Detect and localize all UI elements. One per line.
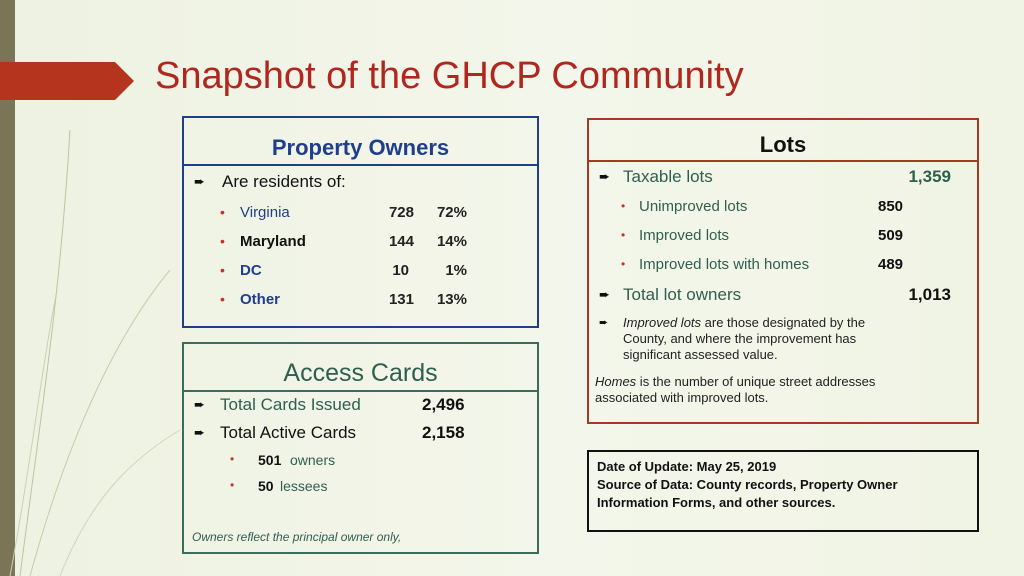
lots-sub-label: Improved lots with homes: [639, 256, 810, 273]
owners-row-count: 728: [388, 204, 414, 221]
cards-lessees-label: lessees: [280, 478, 328, 494]
cards-issued-label: Total Cards Issued: [220, 395, 361, 414]
bullet-dot-icon: •: [220, 233, 225, 249]
title-arrow-shape: [0, 62, 134, 100]
owners-intro: Are residents of:: [222, 172, 346, 191]
bullet-dot-icon: •: [230, 452, 235, 466]
bullet-dot-icon: •: [220, 262, 225, 278]
homes-term: Homes: [595, 374, 637, 389]
arrow-bullet-icon: ➨: [194, 397, 205, 412]
owners-row-label: Maryland: [240, 233, 306, 250]
arrow-bullet-icon: ➨: [194, 425, 205, 440]
homes-def-line2: associated with improved lots.: [595, 390, 769, 405]
owners-row-label: Other: [240, 291, 281, 308]
bullet-dot-icon: •: [230, 478, 235, 492]
owners-row-label: DC: [240, 262, 262, 279]
cards-owners-count: 501: [258, 452, 282, 468]
cards-active-value: 2,158: [422, 423, 465, 442]
owners-row-count: 10: [392, 262, 409, 279]
lots-sub-value: 489: [878, 256, 904, 273]
update-info-panel: [587, 450, 979, 532]
lots-owners-label: Total lot owners: [623, 285, 742, 304]
owners-row-pct: 14%: [436, 233, 467, 250]
lots-sub-label: Improved lots: [639, 227, 730, 244]
lots-taxable-label: Taxable lots: [623, 167, 713, 186]
bullet-dot-icon: •: [621, 199, 626, 213]
improved-lots-definition: [623, 315, 968, 363]
arrow-bullet-icon: ➨: [599, 317, 609, 329]
page-title: Snapshot of the GHCP Community: [155, 55, 744, 97]
cards-owners-label: owners: [290, 452, 336, 468]
update-date: Date of Update: May 25, 2019: [597, 459, 777, 474]
bullet-dot-icon: •: [621, 257, 626, 271]
improved-lots-term: Improved lots: [623, 315, 702, 330]
arrow-bullet-icon: ➨: [599, 169, 610, 184]
lots-heading: Lots: [589, 120, 977, 162]
owners-row-pct: 1%: [445, 262, 467, 279]
update-info-text: [597, 458, 898, 512]
improved-lots-def-line1: are those designated by the: [701, 315, 866, 330]
owners-row-label: Virginia: [240, 204, 290, 221]
cards-footnote: Owners reflect the principal owner only,: [192, 530, 402, 544]
property-owners-panel: [182, 116, 539, 328]
homes-def-line1: is the number of unique street addresses: [636, 374, 876, 389]
arrow-bullet-icon: ➨: [194, 174, 205, 189]
update-source-line2: Information Forms, and other sources.: [597, 495, 836, 510]
owners-row-pct: 72%: [436, 204, 467, 221]
lots-owners-value: 1,013: [908, 285, 951, 304]
access-cards-heading: Access Cards: [184, 344, 537, 392]
lots-sub-label: Unimproved lots: [639, 198, 748, 215]
improved-lots-def-line2: County, and where the improvement has: [623, 331, 857, 346]
cards-issued-value: 2,496: [422, 395, 465, 414]
owners-row-count: 144: [388, 233, 414, 250]
update-source-line1: Source of Data: County records, Property Owner: [597, 477, 898, 492]
lots-sub-value: 509: [878, 227, 904, 244]
lots-panel: [587, 118, 979, 424]
bullet-dot-icon: •: [621, 228, 626, 242]
owners-row-count: 131: [388, 291, 414, 308]
property-owners-heading: Property Owners: [184, 118, 537, 166]
homes-definition: [595, 374, 970, 406]
lots-taxable-value: 1,359: [908, 167, 951, 186]
access-cards-panel: [182, 342, 539, 554]
owners-row-pct: 13%: [436, 291, 467, 308]
improved-lots-def-line3: significant assessed value.: [623, 347, 778, 362]
cards-lessees-count: 50: [258, 478, 274, 494]
cards-active-label: Total Active Cards: [220, 423, 357, 442]
bullet-dot-icon: •: [220, 204, 225, 220]
lots-sub-value: 850: [878, 198, 904, 215]
bullet-dot-icon: •: [220, 291, 225, 307]
arrow-bullet-icon: ➨: [599, 287, 610, 302]
